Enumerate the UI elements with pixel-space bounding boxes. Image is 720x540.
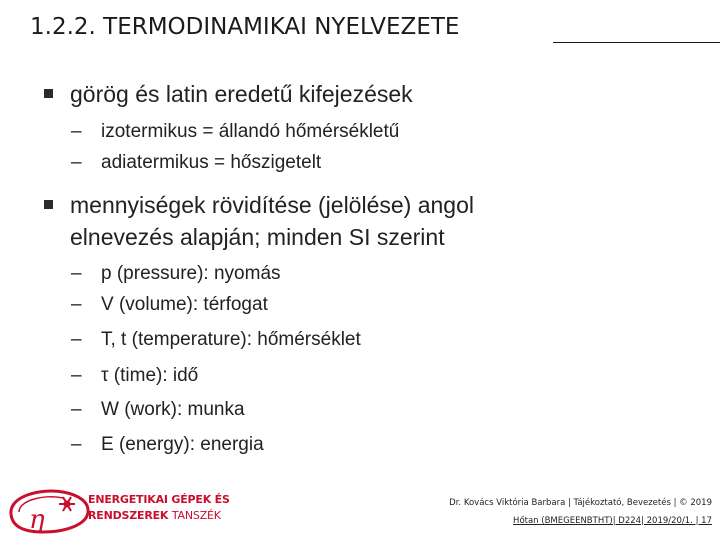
footer-line2: Hőtan (BMEGEENBTHT)| D224| 2019/20/1. | 17 [513,516,712,526]
sub-bullet-2-5 [71,398,245,422]
sub-bullet-text: p (pressure): nyomás [101,263,281,284]
snowflake-icon [59,497,75,511]
dash-marker: – [71,263,82,284]
sub-bullet-text: E (energy): energia [101,434,264,455]
sub-bullet-1-1 [71,120,399,144]
footer [449,494,712,530]
dash-marker: – [71,365,82,386]
sub-bullet-text: τ (time): idő [101,365,199,386]
footer-line1: Dr. Kovács Viktória Barbara | Tájékoztató, Bevezetés | © 2019 [449,498,712,508]
dash-marker: – [71,152,82,173]
bullet-marker-2 [44,200,53,209]
sub-bullet-text: V (volume): térfogat [101,294,268,315]
dash-marker: – [71,121,82,142]
title-rule [553,42,720,43]
logo-text-bold: RENDSZEREK [88,509,169,522]
logo-text-line1: ENERGETIKAI GÉPEK ÉS [88,493,230,506]
logo-text-thin: TANSZÉK [171,509,221,522]
sub-bullet-text: T, t (temperature): hőmérséklet [101,329,361,350]
sub-bullet-2-6 [71,433,264,457]
dash-marker: – [71,434,82,455]
sub-bullet-text: adiatermikus = hőszigetelt [101,152,322,173]
bullet-marker-1 [44,89,53,98]
bullet-1-text: görög és latin eredetű kifejezések [70,81,413,107]
sub-bullet-2-3 [71,328,361,352]
sub-bullet-2-4 [71,364,198,388]
bullet-2-text-line1: mennyiségek rövidítése (jelölése) angol [70,192,474,218]
logo-text-line2 [88,509,221,522]
dash-marker: – [71,329,82,350]
sub-bullet-2-1 [71,262,281,286]
sub-bullet-text: W (work): munka [101,399,245,420]
eta-symbol: η [29,505,45,535]
slide-title: 1.2.2. TERMODINAMIKAI NYELVEZETE [30,14,460,40]
sub-bullet-text: izotermikus = állandó hőmérsékletű [101,121,400,142]
sub-bullet-2-2 [71,293,268,317]
dash-marker: – [71,399,82,420]
sub-bullet-1-2 [71,151,321,175]
bullet-2-text-line2: elnevezés alapján; minden SI szerint [70,224,445,250]
dash-marker: – [71,294,82,315]
